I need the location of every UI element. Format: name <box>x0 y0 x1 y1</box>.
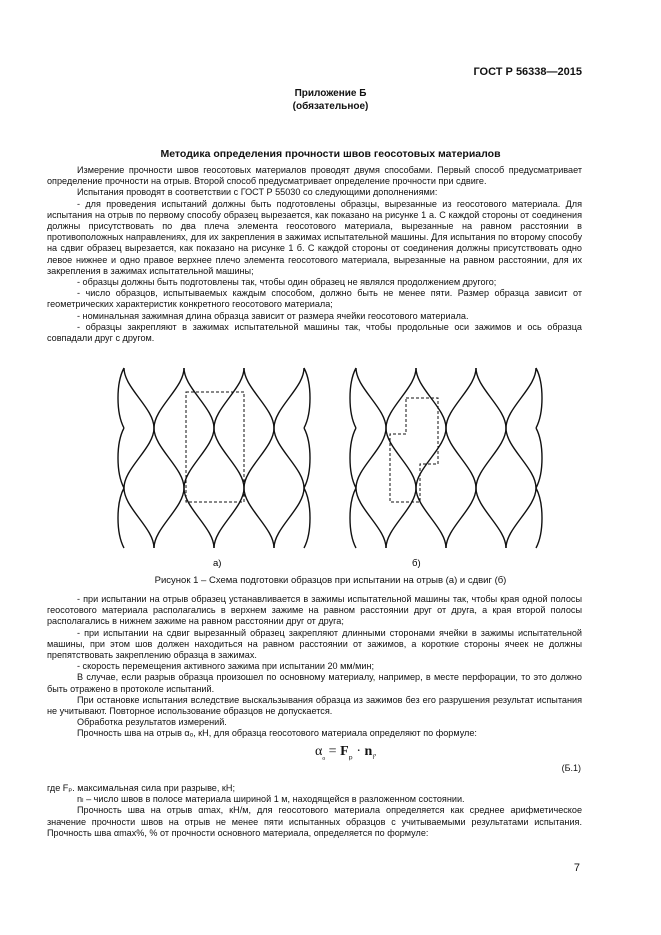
formula-lhs: α <box>315 744 323 759</box>
paragraph: При остановке испытания вследствие выскальзывания образца из зажимов без его разрушения результат испытания не учитывают. Повторное использование образцов не допускается. <box>47 694 582 717</box>
formula-dot: · <box>356 744 362 759</box>
paragraph: где Fₚ. максимальная сила при разрыве, кН; <box>47 783 235 793</box>
paragraph: - для проведения испытаний должны быть подготовлены образцы, вырезанные из геосотового материала. Для испытания на отрыв по первому способу образец вырезается, как показано на рисунке 1 а. С каждой стороны от соединения должны присутствовать по два плеча элемента геосотового материала, вырезанные на равном расстоянии в противоположных направлениях, для их закрепления в зажимах испытательной машины. Для испытания по второму способу на сдвиг образец вырезается, как показано на рисунке 1 б. С каждой стороны от соединения должны присутствовать одно левое нижнее и одно правое верхнее плечо элемента геосотового материала, вырезанные на равном расстоянии, для их закрепления в зажимах испытательной машины; <box>47 198 582 276</box>
section-title: Методика определения прочности швов геосотовых материалов <box>160 148 501 160</box>
paragraph: - при испытании на отрыв образец устанавливается в зажимы испытательной машины так, чтобы края одной полосы геосотового материала располагались в верхнем зажиме на равном расстоянии друг от друга, а края второй полосы располагались в нижнем зажиме на равном расстоянии друг от друга; <box>47 594 582 627</box>
paragraph: Испытания проводят в соответствии с ГОСТ Р 55030 со следующими дополнениями: <box>77 187 438 198</box>
paragraph: - образцы закрепляют в зажимах испытательной машины так, чтобы продольные оси зажимов и ось образца совпадали друг с другом. <box>47 321 582 344</box>
formula-eq: = <box>328 744 337 759</box>
figure-label-b: б) <box>412 558 421 569</box>
figure-1-diagram <box>0 360 661 570</box>
paragraph: Обработка результатов измерений. <box>77 717 227 728</box>
formula-f: F <box>340 744 349 759</box>
paragraph: - скорость перемещения активного зажима при испытании 20 мм/мин; <box>77 661 375 672</box>
formula-n: n <box>364 744 373 759</box>
paragraph: В случае, если разрыв образца произошел по основному материалу, например, в месте перфорации, то это должно быть отражено в протоколе испытаний. <box>47 672 582 694</box>
body-text-3 <box>47 783 582 839</box>
body-text-2 <box>47 594 582 740</box>
paragraph: Прочность шва на отрыв αₒ, кН, для образца геосотового материала определяют по формуле: <box>77 728 477 739</box>
paragraph: - при испытании на сдвиг вырезанный образец закрепляют длинными сторонами ячейки в зажимы испытательной машины, при этом шов должен находиться на равном расстоянии от зажимов, а короткие стороны ячеек не должны препятствовать закреплению образца в зажимах. <box>47 627 582 661</box>
paragraph: - число образцов, испытываемых каждым способом, должно быть не менее пяти. Размер образца зависит от геометрических характеристик конкретного геосотового материала; <box>47 288 582 310</box>
paragraph: Прочность шва на отрыв αmax, кН/м, для геосотового материала определяется как среднее арифметическое значение прочности швов на отрыв не менее пяти испытанных образцов с учитываемыми результатами испытания. Прочность шва αmax%, % от прочности основного материала, определяется по формуле: <box>47 805 582 838</box>
formula-lhs-sub: ₒ <box>322 750 326 762</box>
cut-outline-b <box>390 398 438 502</box>
figure-label-a: а) <box>213 558 222 569</box>
page-number: 7 <box>573 862 580 874</box>
paragraph: Измерение прочности швов геосотовых материалов проводят двумя способами. Первый способ предусматривает определение прочности на отрыв. Второй способ предусматривает определение прочности при сдвиге. <box>47 165 582 187</box>
body-text-1 <box>47 165 582 344</box>
mesh-a <box>118 368 310 548</box>
appendix-subtitle: (обязательное) <box>292 101 369 112</box>
document-number: ГОСТ Р 56338—2015 <box>473 66 582 78</box>
cut-outline-a <box>186 392 244 502</box>
figure-caption: Рисунок 1 – Схема подготовки образцов при испытании на отрыв (а) и сдвиг (б) <box>154 575 507 586</box>
paragraph: nₗ – число швов в полосе материала шириной 1 м, находящейся в разложенном состоянии. <box>77 794 465 805</box>
mesh-b <box>350 368 542 548</box>
paragraph: - номинальная зажимная длина образца зависит от размера ячейки геосотового материала. <box>77 310 469 321</box>
paragraph: - образцы должны быть подготовлены так, чтобы один образец не являлся продолжением другого; <box>77 277 497 288</box>
appendix-title: Приложение Б <box>294 88 367 99</box>
equation-number: (Б.1) <box>561 763 581 773</box>
formula-n-sub: ₗ <box>372 750 374 762</box>
formula-b1 <box>315 744 376 762</box>
formula-tail: , <box>373 747 377 757</box>
formula-f-sub: ₚ <box>348 750 353 762</box>
